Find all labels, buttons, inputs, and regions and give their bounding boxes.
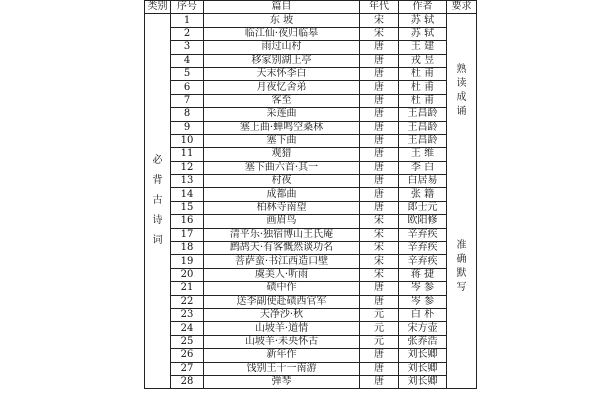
table-row [145,295,477,308]
row-era: 唐 [360,81,399,94]
row-number: 28 [171,375,204,388]
table-row [145,255,477,268]
row-title: 山坡羊·道情 [204,322,360,335]
row-author: 岑 参 [399,295,447,308]
row-number: 11 [171,148,204,161]
table-row [145,268,477,281]
table-row [145,14,477,27]
row-era: 唐 [360,188,399,201]
requirement-bottom: 准 确 默 写 [456,240,467,294]
category-cell [145,14,171,389]
row-era: 宋 [360,14,399,27]
row-number: 13 [171,175,204,188]
table-row [145,27,477,40]
row-number: 16 [171,215,204,228]
table-row [145,201,477,214]
row-era: 唐 [360,108,399,121]
row-number: 5 [171,67,204,80]
row-era: 元 [360,308,399,321]
category-label: 必 背 古 诗 词 [152,155,163,247]
row-era: 唐 [360,295,399,308]
row-number: 1 [171,14,204,27]
header-era: 年代 [360,1,399,14]
row-author: 王昌龄 [399,121,447,134]
row-author: 蒋 捷 [399,268,447,281]
table-row [145,308,477,321]
row-era: 唐 [360,67,399,80]
row-number: 14 [171,188,204,201]
row-author: 李 白 [399,161,447,174]
row-era: 唐 [360,349,399,362]
row-era: 宋 [360,215,399,228]
row-number: 23 [171,308,204,321]
table-row [145,349,477,362]
row-era: 唐 [360,375,399,388]
row-author: 宋方壶 [399,322,447,335]
row-era: 唐 [360,54,399,67]
row-author: 王 维 [399,148,447,161]
row-title: 送李副使赴碛西官军 [204,295,360,308]
row-title: 菩萨蛮·书江西造口壁 [204,255,360,268]
requirement-cell [447,14,477,389]
table-row [145,41,477,54]
row-author: 王昌龄 [399,108,447,121]
header-row [145,1,477,14]
row-author: 苏 轼 [399,14,447,27]
row-number: 27 [171,362,204,375]
row-author: 白居易 [399,175,447,188]
row-number: 26 [171,349,204,362]
row-era: 唐 [360,282,399,295]
row-era: 唐 [360,94,399,107]
row-title: 山坡羊·未央怀古 [204,335,360,348]
row-number: 12 [171,161,204,174]
row-author: 刘长卿 [399,362,447,375]
header-requirement: 要求 [447,1,477,14]
row-title: 临江仙·夜归临皋 [204,27,360,40]
row-title: 村夜 [204,175,360,188]
row-title: 塞下曲六首·其一 [204,161,360,174]
row-author: 辛弃疾 [399,255,447,268]
row-number: 2 [171,27,204,40]
row-number: 17 [171,228,204,241]
row-title: 客至 [204,94,360,107]
row-author: 杜 甫 [399,81,447,94]
row-title: 天末怀李白 [204,67,360,80]
row-era: 唐 [360,362,399,375]
table-row [145,282,477,295]
table-row [145,375,477,388]
table-body [145,14,477,389]
row-number: 18 [171,242,204,255]
row-author: 戎 昱 [399,54,447,67]
row-number: 20 [171,268,204,281]
row-title: 东 坡 [204,14,360,27]
table-row [145,54,477,67]
row-title: 雨过山村 [204,41,360,54]
row-number: 22 [171,295,204,308]
table-row [145,67,477,80]
row-title: 观猎 [204,148,360,161]
row-era: 唐 [360,121,399,134]
row-era: 唐 [360,148,399,161]
row-author: 王昌龄 [399,134,447,147]
row-author: 辛弃疾 [399,242,447,255]
row-number: 10 [171,134,204,147]
table-row [145,242,477,255]
row-author: 杜 甫 [399,94,447,107]
table-row [145,148,477,161]
row-title: 天净沙·秋 [204,308,360,321]
row-number: 19 [171,255,204,268]
row-author: 杜 甫 [399,67,447,80]
row-number: 9 [171,121,204,134]
table-row [145,335,477,348]
table-row [145,188,477,201]
table-row [145,161,477,174]
row-era: 元 [360,322,399,335]
header-author: 作者 [399,1,447,14]
row-title: 碛中作 [204,282,360,295]
table-header [145,1,477,14]
table-row [145,175,477,188]
poem-table [144,0,477,389]
row-era: 宋 [360,27,399,40]
row-title: 塞上曲·蝉鸣空桑林 [204,121,360,134]
row-number: 4 [171,54,204,67]
header-number: 序号 [171,1,204,14]
row-author: 欧阳修 [399,215,447,228]
header-category: 类别 [145,1,171,14]
row-era: 唐 [360,161,399,174]
row-title: 月夜忆舍弟 [204,81,360,94]
row-title: 饯别王十一南游 [204,362,360,375]
row-title: 新年作 [204,349,360,362]
row-number: 24 [171,322,204,335]
row-author: 辛弃疾 [399,228,447,241]
row-era: 宋 [360,242,399,255]
row-number: 15 [171,201,204,214]
row-title: 虞美人·听雨 [204,268,360,281]
row-title: 塞下曲 [204,134,360,147]
table-row [145,322,477,335]
requirement-top: 熟 读 成 诵 [456,64,467,118]
table-row [145,134,477,147]
row-era: 宋 [360,255,399,268]
row-era: 唐 [360,134,399,147]
row-era: 宋 [360,268,399,281]
table-row [145,228,477,241]
row-author: 郎士元 [399,201,447,214]
row-era: 宋 [360,228,399,241]
row-number: 3 [171,41,204,54]
row-era: 元 [360,335,399,348]
row-era: 唐 [360,201,399,214]
row-title: 清平乐·独宿博山王氏庵 [204,228,360,241]
row-era: 唐 [360,41,399,54]
row-title: 柏林寺南望 [204,201,360,214]
row-number: 6 [171,81,204,94]
row-author: 张 籍 [399,188,447,201]
row-author: 张养浩 [399,335,447,348]
row-number: 25 [171,335,204,348]
row-number: 8 [171,108,204,121]
row-author: 苏 轼 [399,27,447,40]
table-row [145,94,477,107]
table-row [145,81,477,94]
row-author: 王 建 [399,41,447,54]
row-number: 21 [171,282,204,295]
row-title: 弹琴 [204,375,360,388]
row-author: 岑 参 [399,282,447,295]
row-title: 画眉鸟 [204,215,360,228]
row-author: 白 朴 [399,308,447,321]
row-era: 唐 [360,175,399,188]
table-row [145,362,477,375]
row-title: 成都曲 [204,188,360,201]
row-title: 鹧鸪天·有客慨然谈功名 [204,242,360,255]
row-title: 采莲曲 [204,108,360,121]
table-row [145,215,477,228]
table-row [145,108,477,121]
row-author: 刘长卿 [399,349,447,362]
row-number: 7 [171,94,204,107]
row-title: 移家别湖上亭 [204,54,360,67]
row-author: 刘长卿 [399,375,447,388]
header-title: 篇目 [204,1,360,14]
table-row [145,121,477,134]
